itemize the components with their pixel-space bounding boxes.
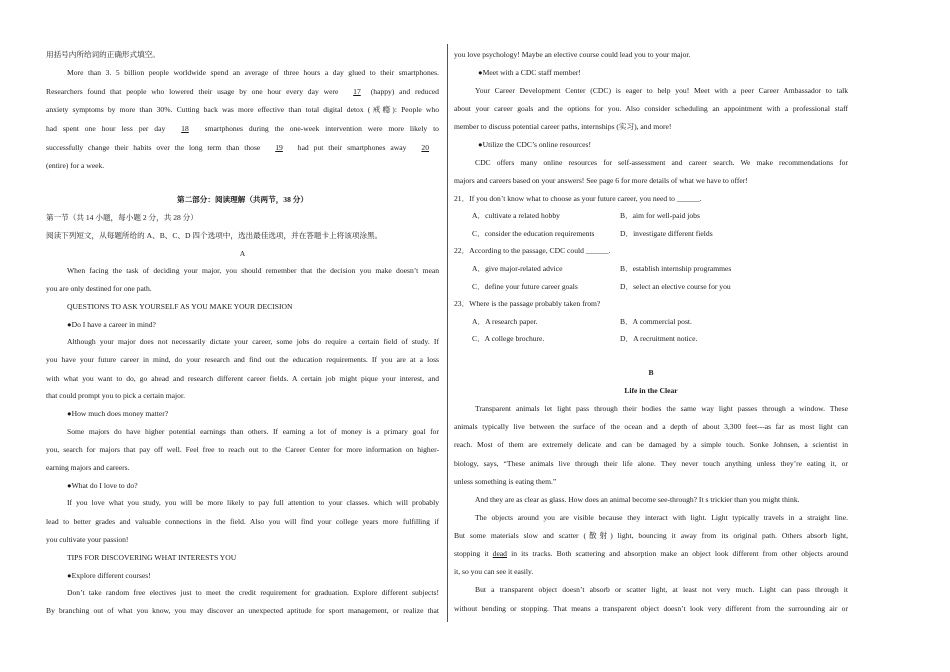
- para-text: But some materials slow and scatter (散射) light, bouncing it away from its original path. Others absorb light,: [454, 531, 848, 540]
- para-text: you, search for majors that pay off well. Feel free to reach out to the Career Center for more information on higher-: [46, 445, 439, 454]
- para-line: [46, 124, 439, 134]
- option-21-a[interactable]: A．cultivate a related hobby: [472, 211, 560, 220]
- para-text: in its tracks. Both scattering and absorption make an object look different from other objects around: [511, 549, 848, 558]
- para-text: Your Career Development Center (CDC) is eager to help you! Meet with a peer Career Ambassador to talk: [475, 86, 848, 95]
- option-23-b[interactable]: B．A commercial post.: [620, 317, 692, 326]
- para-text: you love psychology! Maybe an elective course could lead you to your major.: [454, 50, 691, 59]
- para-text: you cultivate your passion!: [46, 535, 129, 544]
- para-text: earning majors and careers.: [46, 463, 130, 472]
- intro-instruction: 用括号内所给词的正确形式填空。: [46, 50, 160, 59]
- para-text: Some majors do have higher potential earnings than others. If earning a lot of money is a primary goal for: [67, 427, 439, 436]
- para-text: stopping it: [454, 549, 489, 558]
- bullet-item: ●Utilize the CDC’s online resources!: [478, 140, 591, 149]
- para-text: CDC offers many online resources for self-assessment and career search. We make recommendations for: [475, 158, 848, 167]
- passage-label-a: A: [239, 249, 246, 258]
- para-text: lead to better grades and valuable connections in the field. Also you will find your college years more fulfilling if: [46, 517, 439, 526]
- section-instruction: 阅读下列短文，从每题所给的 A、B、C、D 四个选项中，选出最佳选项，并在答题卡上将该项涂黑。: [46, 231, 383, 240]
- bullet-item: ●What do I love to do?: [67, 481, 138, 490]
- para-text: If you love what you study, you will be more likely to pay full attention to your classes. which will probably: [67, 498, 439, 507]
- option-21-d[interactable]: D．investigate different fields: [620, 229, 713, 238]
- option-23-a[interactable]: A．A research paper.: [472, 317, 538, 326]
- section-subheading: QUESTIONS TO ASK YOURSELF AS YOU MAKE YOUR DECISION: [67, 302, 293, 311]
- para-text: By branching out of what you know, you may discover an unexpected aptitude for sport management, or realize that: [46, 606, 439, 615]
- option-22-a[interactable]: A．give major-related advice: [472, 264, 563, 273]
- answer-blank-18[interactable]: 18: [181, 124, 189, 133]
- para-text: it, so you can see it easily.: [454, 567, 534, 576]
- underlined-word-dead: dead: [492, 549, 507, 558]
- question-21: 21．If you don’t know what to choose as your future career, you need to ______.: [454, 194, 702, 203]
- para-text: anxiety symptoms by more than 30%. Cutting back was more effective than total digital detox (戒瘾): People who: [46, 105, 439, 114]
- bullet-item: ●Do I have a career in mind?: [67, 320, 156, 329]
- para-text: (happy) and reduced: [370, 87, 439, 96]
- question-22: 22．According to the passage, CDC could ______.: [454, 246, 611, 255]
- option-23-d[interactable]: D．A recruitment notice.: [620, 334, 698, 343]
- para-text: member to discuss potential career paths, internships (实习), and more!: [454, 122, 672, 131]
- para-text: And they are as clear as glass. How does an animal become see-through? It s trickier than you might think.: [475, 495, 800, 504]
- para-text: animals typically live between the surface of the ocean and a depth of about 3,300 feet---as far as most light can: [454, 422, 848, 431]
- para-text: majors and careers based on your answers! See page 6 for more details of what we have to offer!: [454, 176, 748, 185]
- para-text: Transparent animals let light pass through their bodies the same way light passes through a window. These: [475, 404, 848, 413]
- para-text: you are only destined for one path.: [46, 284, 152, 293]
- para-text: Don’t take random free electives just to meet the credit requirement for graduation. Explore different subjects!: [67, 588, 439, 597]
- section-heading: 第一节（共 14 小题，每小题 2 分，共 28 分）: [46, 213, 198, 222]
- para-text: without bending or stopping. That means a transparent object doesn’t look very different from the surrounding air or: [454, 604, 848, 613]
- para-text: successfully change their habits over the long term than those: [46, 143, 261, 152]
- para-text: had put their smartphones away: [297, 143, 407, 152]
- column-divider: [447, 44, 448, 622]
- para-text: More than 3. 5 billion people worldwide spend an average of three hours a day glued to their smartphones.: [67, 68, 439, 77]
- option-22-b[interactable]: B．establish internship programmes: [620, 264, 732, 273]
- para-text: that could prompt you to pick a certain major.: [46, 391, 185, 400]
- para-line: [46, 143, 439, 153]
- para-text: biology, says, “These animals live through their life alone. They never touch anything unless they’re eating it, or: [454, 459, 848, 468]
- passage-label-b: B: [648, 368, 654, 377]
- section-subheading: TIPS FOR DISCOVERING WHAT INTERESTS YOU: [67, 553, 237, 562]
- para-line: [454, 549, 848, 559]
- option-21-c[interactable]: C．consider the education requirements: [472, 229, 595, 238]
- option-21-b[interactable]: B．aim for well-paid jobs: [620, 211, 700, 220]
- para-text: smartphones during the one-week intervention were more likely to: [204, 124, 439, 133]
- question-23: 23．Where is the passage probably taken from?: [454, 299, 601, 308]
- para-line: [46, 87, 439, 97]
- option-22-d[interactable]: D．select an elective course for you: [620, 282, 731, 291]
- bullet-item: ●Meet with a CDC staff member!: [478, 68, 581, 77]
- para-text: with what you want to do, go ahead and research different career fields. A certain job might pique your interest, and: [46, 374, 439, 383]
- para-text: But a transparent object doesn’t absorb or scatter light, at least not very much. Light can pass through it: [475, 585, 848, 594]
- para-text: reach. Most of them are extremely delicate and can be damaged by a simple touch. Sonke Johnsen, a scientist in: [454, 440, 848, 449]
- passage-title: Life in the Clear: [624, 386, 678, 395]
- para-text: When facing the task of deciding your major, you should remember that the decision you make doesn’t mean: [67, 266, 439, 275]
- answer-blank-20[interactable]: 20: [421, 143, 429, 152]
- para-text: about your career goals and the options for you. Also consider scheduling an appointment with a professional staff: [454, 104, 848, 113]
- para-text: Although your major does not necessarily dictate your career, some jobs do require a certain field of study. If: [67, 337, 439, 346]
- para-text: (entire) for a week.: [46, 161, 105, 170]
- para-text: had spent one hour less per day: [46, 124, 166, 133]
- para-text: The objects around you are visible because they interact with light. Light typically travels in a straight line.: [475, 513, 848, 522]
- bullet-item: ●How much does money matter?: [67, 409, 169, 418]
- bullet-item: ●Explore different courses!: [67, 571, 151, 580]
- answer-blank-19[interactable]: 19: [275, 143, 283, 152]
- para-text: Researchers found that people who lowered their usage by one hour every day were: [46, 87, 339, 96]
- option-22-c[interactable]: C．define your future career goals: [472, 282, 578, 291]
- para-text: unless something is eating them.”: [454, 477, 557, 486]
- answer-blank-17[interactable]: 17: [353, 87, 361, 96]
- part2-title: 第二部分：阅读理解（共两节，38 分）: [177, 195, 308, 204]
- para-text: you have your future career in mind, do your research and find out the education requirements. If you are at a loss: [46, 355, 439, 364]
- option-23-c[interactable]: C．A college brochure.: [472, 334, 545, 343]
